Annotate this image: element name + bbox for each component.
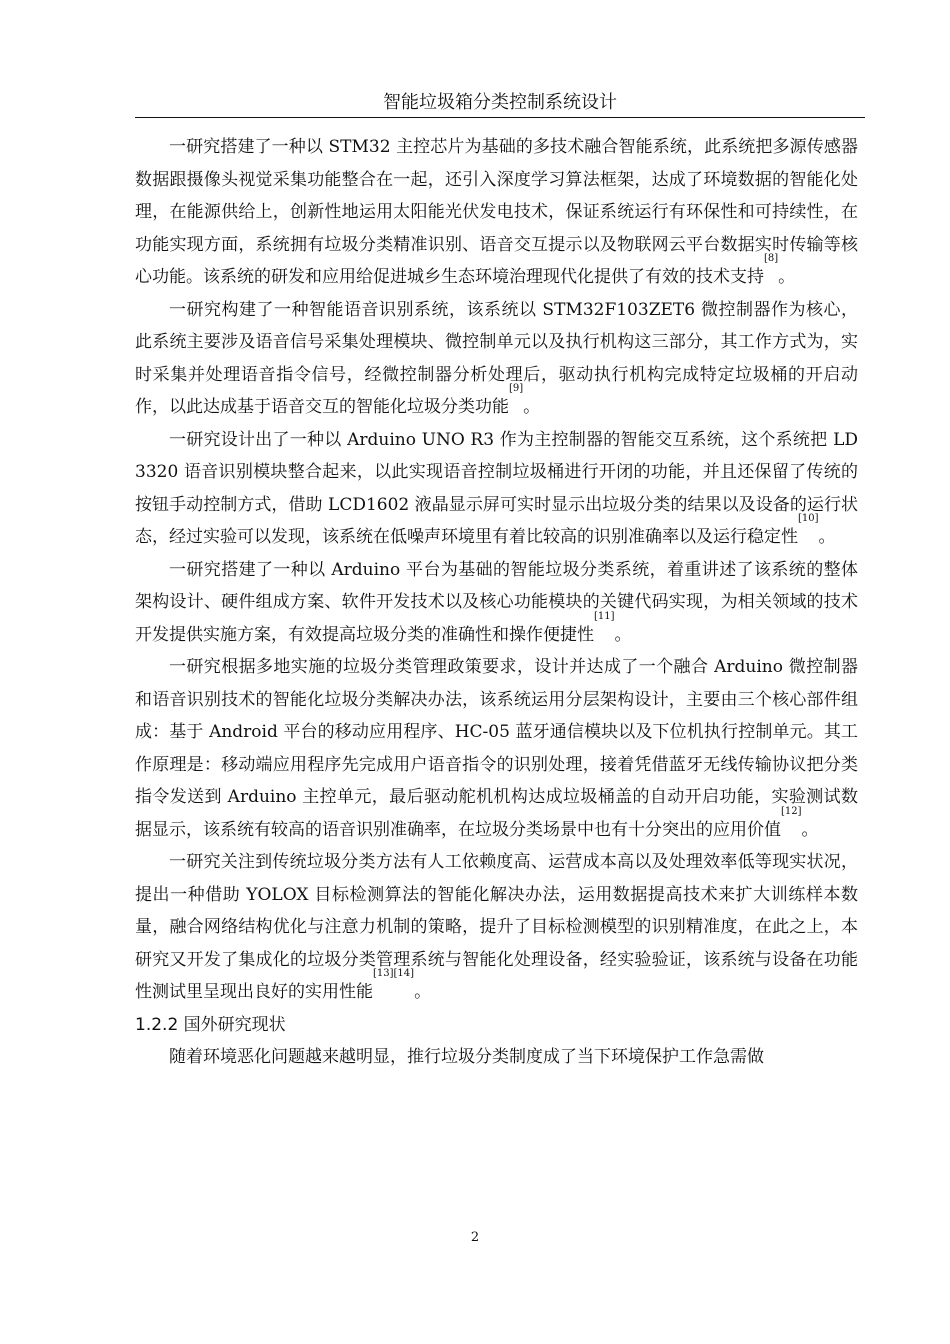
header-divider bbox=[135, 117, 865, 118]
paragraph-5 bbox=[135, 651, 858, 846]
paragraph-end: 。 bbox=[414, 982, 432, 1002]
running-header: 智能垃圾箱分类控制系统设计 bbox=[383, 92, 617, 113]
paragraph-text: 一研究搭建了一种以 STM32 主控芯片为基础的多技术融合智能系统，此系统把多源传感器数据跟摄像头视觉采集功能整合在一起，还引入深度学习算法框架，达成了环境数据的智能化处理，在能源供给上，创新性地运用太阳能光伏发电技术，保证系统运行有环保性和可持续性，在功能实现方面，系统拥有垃圾分类精准识别、语音交互提示以及物联网云平台数据实时传输等核心功能。该系统的研发和应用给促进城乡生态环境治理现代化提供了有效的技术支持 bbox=[135, 137, 858, 287]
paragraph-end: 。 bbox=[614, 624, 632, 645]
paragraph-end: 。 bbox=[523, 397, 541, 417]
paragraph-end: 。 bbox=[818, 527, 836, 547]
paragraph-text: 一研究搭建了一种以 Arduino 平台为基础的智能垃圾分类系统，着重讲述了该系统的整体架构设计、硬件组成方案、软件开发技术以及核心功能模块的关键代码实现，为相关领域的技术开发提供实施方案，有效提高垃圾分类的准确性和操作便捷性 bbox=[135, 559, 858, 645]
paragraph-text: 一研究设计出了一种以 Arduino UNO R3 作为主控制器的智能交互系统，这个系统把 LD3320 语音识别模块整合起来，以此实现语音控制垃圾桶进行开闭的功能，并且还保留了传统的按钮手动控制方式，借助 LCD1602 液晶显示屏可实时显示出垃圾分类的结果以及设备的运行状态，经过实验可以发现，该系统在低噪声环境里有着比较高的识别准确率以及运行稳定性 bbox=[135, 429, 858, 547]
paragraph-text: 一研究关注到传统垃圾分类方法有人工依赖度高、运营成本高以及处理效率低等现实状况，提出一种借助 YOLOX 目标检测算法的智能化解决办法，运用数据提高技术来扩大训练样本数量，融合网络结构优化与注意力机制的策略，提升了目标检测模型的识别精准度，在此之上，本研究又开发了集成化的垃圾分类管理系统与智能化处理设备，经实验验证，该系统与设备在功能性测试里呈现出良好的实用性能 bbox=[135, 852, 858, 1002]
paragraph-6 bbox=[135, 846, 858, 1009]
paragraph-1 bbox=[135, 131, 858, 294]
citation-ref: [12] bbox=[781, 805, 802, 817]
paragraph-3 bbox=[135, 424, 858, 554]
paragraph-text: 随着环境恶化问题越来越明显，推行垃圾分类制度成了当下环境保护工作急需做 bbox=[169, 1047, 764, 1067]
citation-ref: [13][14] bbox=[373, 968, 415, 979]
paragraph-4 bbox=[135, 554, 858, 652]
citation-ref: [9] bbox=[509, 383, 524, 394]
citation-ref: [11] bbox=[594, 610, 615, 622]
citation-ref: [8] bbox=[764, 253, 779, 264]
paragraph-7 bbox=[135, 1041, 858, 1074]
section-heading: 1.2.2 国外研究现状 bbox=[135, 1014, 286, 1035]
paragraph-end: 。 bbox=[801, 819, 819, 840]
citation-ref: [10] bbox=[798, 513, 819, 524]
page-number: 2 bbox=[470, 1230, 480, 1245]
paragraph-2 bbox=[135, 294, 858, 424]
paragraph-text: 一研究根据多地实施的垃圾分类管理政策要求，设计并达成了一个融合 Arduino 微控制器和语音识别技术的智能化垃圾分类解决办法，该系统运用分层架构设计，主要由三个核心部件组成：基于 Android 平台的移动应用程序、HC-05 蓝牙通信模块以及下位机执行控制单元。其工作原理是：移动端应用程序先完成用户语音指令的识别处理，接着凭借蓝牙无线传输协议把分类指令发送到 Arduino 主控单元，最后驱动舵机机构达成垃圾桶盖的自动开启功能，实验测试数据显示，该系统有较高的语音识别准确率，在垃圾分类场景中也有十分突出的应用价值 bbox=[135, 657, 858, 840]
paragraph-end: 。 bbox=[778, 267, 796, 287]
paragraph-text: 一研究构建了一种智能语音识别系统，该系统以 STM32F103ZET6 微控制器作为核心，此系统主要涉及语音信号采集处理模块、微控制单元以及执行机构这三部分，其工作方式为，实时采集并处理语音指令信号，经微控制器分析处理后，驱动执行机构完成特定垃圾桶的开启动作，以此达成基于语音交互的智能化垃圾分类功能 bbox=[135, 299, 858, 417]
body-text bbox=[135, 131, 858, 1074]
